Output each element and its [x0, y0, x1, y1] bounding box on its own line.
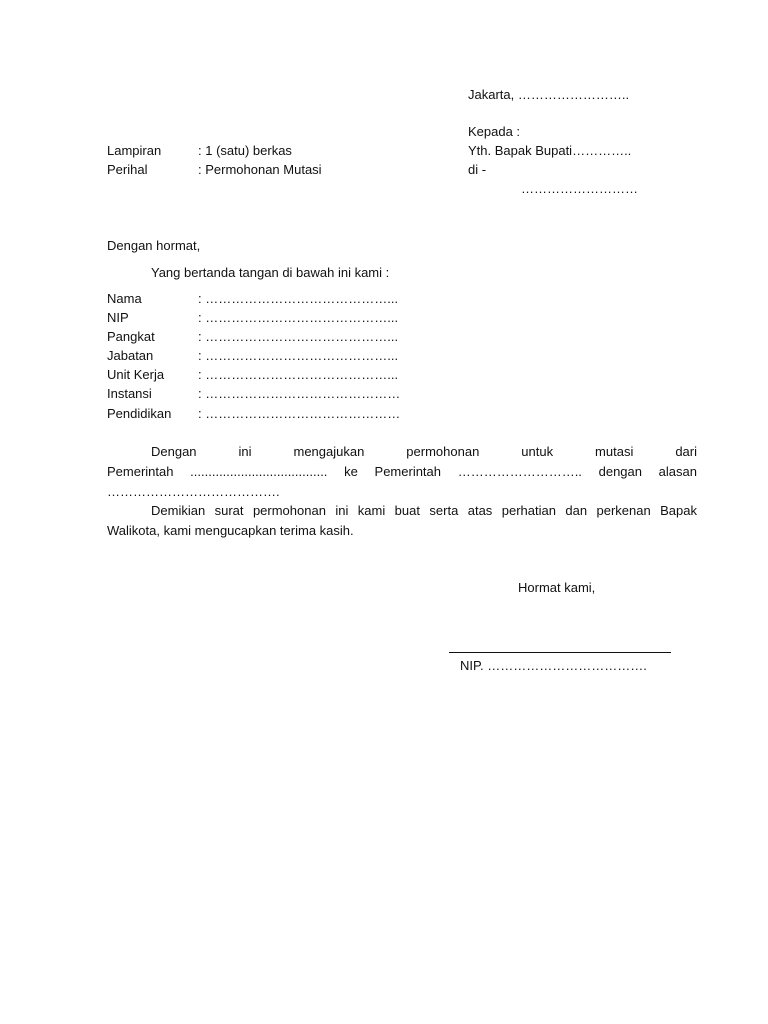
field-row-pendidikan [107, 406, 507, 422]
field-value: : ……………………………………... [198, 291, 399, 306]
body-line-1: Dengan ini mengajukan permohonan untuk mutasi dari [151, 444, 697, 459]
body-line-4: Demikian surat permohonan ini kami buat serta atas perhatian dan perkenan Bapak [151, 503, 697, 518]
recipient-place: ……………………… [521, 181, 638, 196]
field-value: : ……………………………………... [198, 348, 399, 363]
field-value: : ……………………………………... [198, 310, 399, 325]
recipient-yth: Yth. Bapak Bupati………….. [468, 143, 632, 158]
signature-line [449, 652, 671, 653]
lampiran-label: Lampiran [107, 143, 162, 158]
place-date: Jakarta, …………………….. [468, 87, 630, 102]
field-row-nip [107, 310, 507, 326]
field-value: : ……………………………………... [198, 367, 399, 382]
lampiran-value: : 1 (satu) berkas [198, 143, 292, 158]
field-label: Instansi [107, 386, 152, 401]
body-line-5: Walikota, kami mengucapkan terima kasih. [107, 523, 354, 538]
field-label: Pendidikan [107, 406, 172, 421]
field-row-nama [107, 291, 507, 307]
body-line-2: Pemerintah ...................................... ke Pemerintah ……………………….. dengan alasan [107, 464, 697, 479]
closing-hormat: Hormat kami, [518, 580, 596, 595]
field-label: NIP [107, 310, 129, 325]
field-row-unit-kerja [107, 367, 507, 383]
perihal-label: Perihal [107, 162, 148, 177]
greeting: Dengan hormat, [107, 238, 201, 253]
recipient-di: di - [468, 162, 487, 177]
field-row-instansi [107, 386, 507, 402]
field-value: : ……………………………………... [198, 329, 399, 344]
closing-nip: NIP. ………………………………. [460, 658, 647, 673]
field-label: Unit Kerja [107, 367, 165, 382]
field-value: : ……………………………………… [198, 386, 401, 401]
intro-text: Yang bertanda tangan di bawah ini kami : [151, 265, 390, 280]
perihal-value: : Permohonan Mutasi [198, 162, 322, 177]
field-row-jabatan [107, 348, 507, 364]
field-value: : ……………………………………… [198, 406, 401, 421]
field-label: Jabatan [107, 348, 154, 363]
field-label: Pangkat [107, 329, 155, 344]
field-label: Nama [107, 291, 142, 306]
field-row-pangkat [107, 329, 507, 345]
body-line-3: …………………………………. [107, 484, 280, 499]
recipient-kepada: Kepada : [468, 124, 521, 139]
